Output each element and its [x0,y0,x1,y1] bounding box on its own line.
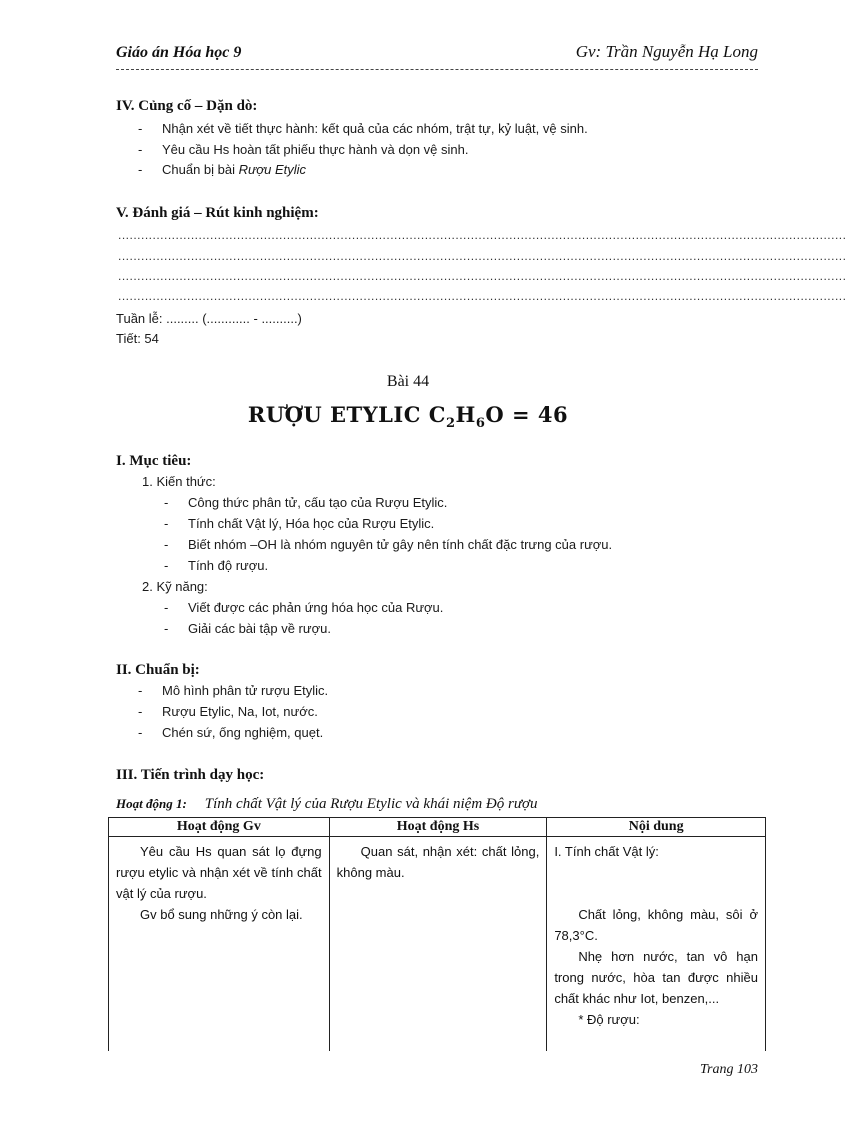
cell-paragraph: Quan sát, nhận xét: chất lỏng, không màu. [336,844,540,880]
cell-paragraph: Gv bổ sung những ý còn lại. [140,907,303,922]
lesson-number: Bài 44 [386,373,430,390]
skills-label: 2. Kỹ năng: [142,579,208,594]
dotted-line: .............................................................................................................................................................................................. [118,289,846,303]
list-item: - Tính độ rượu. [164,558,269,573]
content-heading: I. Tính chất Vật lý: [554,844,659,859]
dotted-line: .............................................................................................................................................................................................. [118,228,846,242]
header-right: Gv: Trần Nguyễn Hạ Long [575,42,758,61]
student-activity-cell [329,837,547,1052]
cell-paragraph: Nhẹ hơn nước, tan vô hạn trong nước, hòa tan được nhiều chất khác như Iot, benzen,... [554,949,758,1006]
list-item: - Công thức phân tử, cấu tạo của Rượu Etylic. [164,495,448,510]
header-divider [116,69,758,70]
column-header: Nội dung [547,818,766,837]
knowledge-label: 1. Kiến thức: [142,474,216,489]
table-row [109,837,766,1052]
process-title: III. Tiến trình dạy học: [116,767,265,783]
activity-heading [116,796,538,813]
column-header: Hoạt động Gv [109,818,330,837]
dotted-line: .............................................................................................................................................................................................. [118,249,846,263]
header-left: Giáo án Hóa học 9 [116,44,242,61]
lesson-ref: Rượu Etylic [238,162,307,177]
list-item: - Chuẩn bị bài Rượu Etylic [138,162,307,177]
column-header: Hoạt động Hs [329,818,547,837]
section-5-title: V. Đánh giá – Rút kinh nghiệm: [116,205,319,221]
list-item: - Mô hình phân tử rượu Etylic. [138,683,329,698]
list-item: - Yêu cầu Hs hoàn tất phiếu thực hành và dọn vệ sinh. [138,142,469,157]
period-line: Tiết: 54 [116,331,159,346]
list-item: - Biết nhóm –OH là nhóm nguyên tử gây nên tính chất đặc trưng của rượu. [164,537,613,552]
cell-paragraph: Chất lỏng, không màu, sôi ở 78,3°C. [554,907,758,943]
page-number: Trang 103 [700,1062,758,1077]
list-item: - Nhận xét về tiết thực hành: kết quả của các nhóm, trật tự, kỷ luật, vệ sinh. [138,121,588,136]
lesson-title: RƯỢU ETYLIC $C_2H_6O = 46$ [247,402,569,432]
list-item: - Tính chất Vật lý, Hóa học của Rượu Etylic. [164,516,435,531]
teacher-activity-cell [109,837,330,1052]
list-item: - Rượu Etylic, Na, Iot, nước. [138,704,318,719]
cell-paragraph: * Độ rượu: [578,1012,640,1027]
dotted-line: .............................................................................................................................................................................................. [118,269,846,283]
list-item: - Viết được các phản ứng hóa học của Rượu. [164,600,444,615]
content-cell [547,837,766,1052]
section-4-title: IV. Củng cố – Dặn dò: [116,98,258,114]
activity-label: Hoạt động 1: [116,796,187,811]
activity-title: Tính chất Vật lý của Rượu Etylic và khái niệm Độ rượu [204,796,538,812]
table-header-row [109,818,766,837]
activity-table [108,817,766,1051]
week-line: Tuần lễ: ......... (............ - ..........) [116,311,302,326]
objectives-title: I. Mục tiêu: [116,453,192,469]
list-item: - Chén sứ, ống nghiệm, quẹt. [138,725,324,740]
cell-paragraph: Yêu cầu Hs quan sát lọ đựng rượu etylic và nhận xét về tính chất vật lý của rượu. [116,844,322,901]
preparation-title: II. Chuẩn bị: [116,662,200,678]
list-item: - Giải các bài tập về rượu. [164,621,331,636]
